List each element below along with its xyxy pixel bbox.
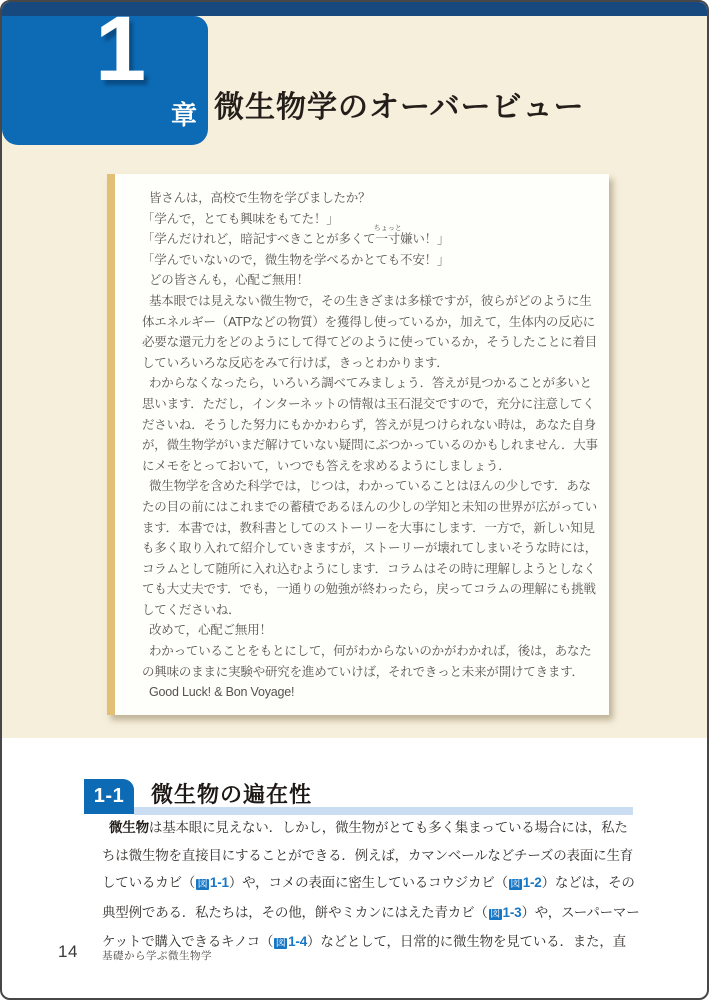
ruby-annotation: ちょっと <box>373 225 402 233</box>
figure-ref-link[interactable]: 1-1 <box>209 875 229 890</box>
figure-ref-link[interactable]: 1-2 <box>522 875 542 890</box>
text-line <box>142 394 597 415</box>
section-body-text <box>102 814 642 958</box>
text-segment: していろいろな反応をみて行けば，きっとわかります． <box>142 355 449 370</box>
figure-ref-badge[interactable]: 図 <box>197 879 208 890</box>
chapter-number: 1 <box>95 0 147 100</box>
text-line <box>142 373 597 394</box>
text-line <box>142 600 597 621</box>
footer-book-title: 基礎から学ぶ微生物学 <box>102 950 212 962</box>
text-line <box>102 869 642 899</box>
text-segment: ）や，スーパーマー <box>521 904 640 920</box>
text-line <box>102 842 642 870</box>
text-line <box>142 641 597 662</box>
chapter-title: 微生物学のオーバービュー <box>214 91 585 124</box>
text-line <box>142 291 597 312</box>
chapter-number-box <box>2 0 208 145</box>
text-segment: 「学んでいないので，微生物を学べるかとても不安！」 <box>142 252 450 267</box>
text-segment: ）や，コメの表面に密生しているコウジカビ（ <box>228 875 508 890</box>
figure-ref-link[interactable]: 1-3 <box>502 904 522 920</box>
text-segment: 必要な還元力をどのようにして得てどのように使っているか，そうしたことに着目 <box>142 335 598 350</box>
text-segment: ても大丈夫です．でも，一通りの勉強が終わったら，戻ってコラムの理解にも挑戦 <box>142 582 596 597</box>
text-segment: どの皆さんも，心配ご無用！ <box>149 273 309 288</box>
text-segment: しているカビ（ <box>102 875 196 890</box>
figure-ref-link[interactable]: 1-4 <box>288 934 308 949</box>
text-segment: わからなくなったら，いろいろ調べてみましょう．答えが見つかることが多いと <box>149 376 592 391</box>
text-segment: 思います．ただし，インターネットの情報は玉石混交ですので，充分に注意してく <box>142 396 595 411</box>
text-line <box>142 188 597 209</box>
figure-ref-badge[interactable]: 図 <box>275 938 286 949</box>
text-line <box>142 250 597 271</box>
text-line <box>102 899 642 929</box>
text-segment: ます．本書では，教科書としてのストーリーを大事にします．一方で，新しい知見 <box>142 520 595 535</box>
text-line <box>142 415 597 436</box>
text-line <box>142 620 597 641</box>
text-line <box>142 497 597 518</box>
text-line <box>142 332 597 353</box>
text-line <box>142 518 597 539</box>
text-line <box>102 814 642 842</box>
ruby-base: 一寸 ちょっと <box>373 225 402 247</box>
text-line <box>142 312 597 333</box>
text-segment: 微生物学を含めた科学では，じつは，わかっていることはほんの少しです．あな <box>149 479 591 494</box>
text-segment: 改めて，心配ご無用！ <box>149 623 272 638</box>
text-line <box>142 538 597 559</box>
text-segment: 「学んだけれど，暗記すべきことが多くて <box>142 232 376 247</box>
text-line <box>142 209 597 233</box>
text-line <box>142 476 597 497</box>
intro-note-text <box>142 188 597 703</box>
text-segment: ださいね．そうした努力にもかかわらず，答えが見つけられない時は，あなた自身 <box>142 417 597 432</box>
intro-note-card <box>107 174 609 715</box>
text-segment: たの目の前にはこれまでの蓄積であるほんの少しの学知と未知の世界が広がってい <box>142 499 598 514</box>
text-segment: の興味のままに実験や研究を進めていけば，それできっと未来が開けてきます． <box>142 664 584 679</box>
figure-ref-badge[interactable]: 図 <box>510 879 521 890</box>
text-segment: コラムとして随所に入れ込むようにします．コラムはその時に理解しようとしなく <box>142 561 596 576</box>
text-segment: 典型例である．私たちは，その他，餅やミカンにはえた青カビ（ <box>102 904 488 920</box>
figure-ref-badge[interactable]: 図 <box>490 908 501 920</box>
text-line <box>142 559 597 580</box>
text-segment: 体エネルギー（ATPなどの物質）を獲得し使っているか，加えて，生体内の反応に <box>142 314 596 329</box>
text-segment: にメモをとっておいて，いつでも答えを求めるようにしましょう． <box>142 458 511 473</box>
page-number: 14 <box>58 942 78 961</box>
text-segment: が，微生物学がいまだ解けていない疑問にぶつかっているのかもしれません．大事 <box>142 438 598 453</box>
text-segment: も多く取り入れて紹介していきますが，ストーリーが壊れてしまいそうな時には， <box>142 541 598 556</box>
section-title: 微生物の遍在性 <box>151 782 313 807</box>
text-segment: ）などは，その <box>541 875 635 890</box>
text-segment: は基本眼に見えない．しかし，微生物がとても多く集まっている場合には，私た <box>148 820 628 835</box>
text-line <box>142 270 597 291</box>
text-segment: ちは微生物を直接目にすることができる．例えば，カマンベールなどチーズの表面に生育 <box>102 847 634 863</box>
text-segment: わかっていることをもとにして，何がわからないのかがわかれば，後は，あなた <box>149 644 592 659</box>
text-line <box>142 579 597 600</box>
text-segment: 嫌い！」 <box>400 232 450 247</box>
text-line <box>142 456 597 477</box>
text-segment: ケットで購入できるキノコ（ <box>102 934 274 949</box>
text-segment: 「学んで，とても興味をもてた！」 <box>142 211 339 226</box>
text-line <box>142 435 597 456</box>
text-segment: 皆さんは，高校で生物を学びましたか？ <box>149 191 371 205</box>
chapter-suffix: 章 <box>171 100 198 130</box>
section-number-badge: 1-1 <box>84 779 134 814</box>
text-segment: 基本眼では見えない微生物で，その生きざまは多様ですが，彼らがどのように生 <box>149 293 592 308</box>
text-line <box>142 353 597 374</box>
text-line <box>142 662 597 683</box>
text-segment: してくださいね． <box>142 602 241 617</box>
text-line <box>142 682 597 703</box>
text-segment: Good Luck! & Bon Voyage! <box>149 685 295 700</box>
text-segment: ）などとして，日常的に微生物を見ている．また，直 <box>307 934 626 949</box>
emphasis-text: 微生物 <box>109 820 149 835</box>
text-line <box>142 225 597 250</box>
